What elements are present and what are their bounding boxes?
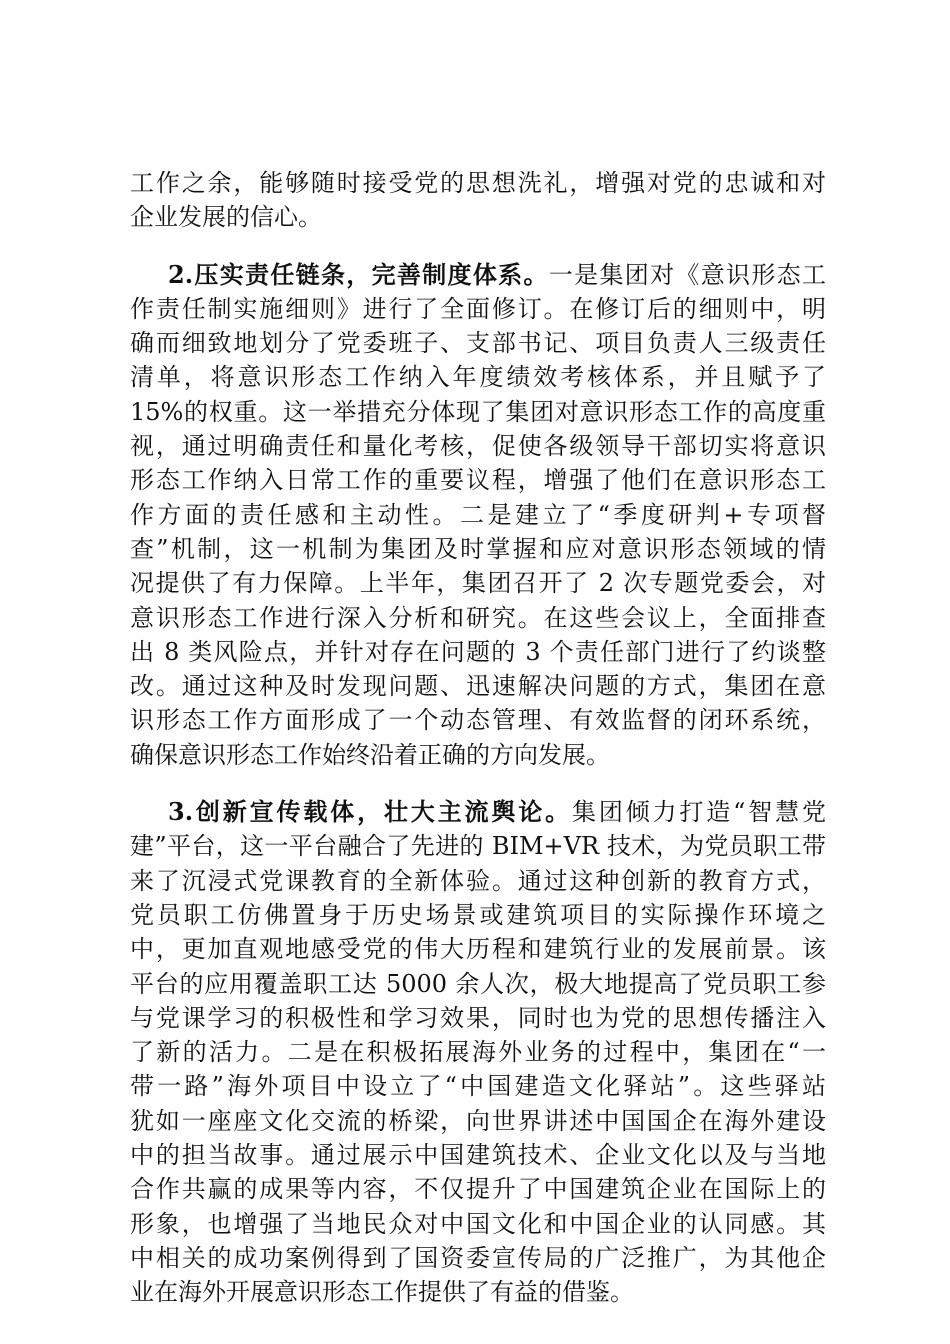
text-line: 况提供了有力保障。上半年，集团召开了 2 次专题党委会，对: [130, 569, 826, 598]
text-line: 清单，将意识形态工作纳入年度绩效考核体系，并且赋予了: [130, 363, 826, 392]
text-run: 集团倾力打造“智慧党: [571, 798, 826, 827]
text-line: 识形态工作方面形成了一个动态管理、有效监督的闭环系统，: [130, 706, 826, 735]
text-line: 作方面的责任感和主动性。二是建立了“季度研判+专项督: [130, 500, 826, 529]
section-heading-3: 3.创新宣传载体，壮大主流舆论。: [168, 797, 572, 827]
text-line: 确而细致地划分了党委班子、支部书记、项目负责人三级责任: [130, 329, 826, 358]
text-line: 作责任制实施细则》进行了全面修订。在修订后的细则中，明: [130, 294, 826, 323]
text-line: 了新的活力。二是在积极拓展海外业务的过程中，集团在“一: [130, 1038, 826, 1067]
text-line: 犹如一座座文化交流的桥梁，向世界讲述中国国企在海外建设: [130, 1106, 826, 1135]
text-line: 中，更加直观地感受党的伟大历程和建筑行业的发展前景。该: [130, 935, 826, 964]
paragraph-1: [130, 166, 826, 235]
text-line: 工作之余，能够随时接受党的思想洗礼，增强对党的忠诚和对: [130, 169, 826, 197]
text-line: 确保意识形态工作始终沿着正确的方向发展。: [130, 740, 610, 769]
text-line: 业在海外开展意识形态工作提供了有益的借鉴。: [130, 1278, 634, 1307]
text-line: 党员职工仿佛置身于历史场景或建筑项目的实际操作环境之: [130, 900, 826, 929]
paragraph-2: [130, 258, 826, 772]
text-line: 改。通过这种及时发现问题、迅速解决问题的方式，集团在意: [130, 672, 826, 701]
text-line: [130, 795, 826, 829]
text-line: 企业发展的信心。: [130, 203, 322, 232]
text-run: 一是集团对《意识形态工: [548, 260, 827, 289]
text-line: 出 8 类风险点，并针对存在问题的 3 个责任部门进行了约谈整: [130, 637, 826, 666]
text-line: [130, 258, 826, 292]
text-line: 形态工作纳入日常工作的重要议程，增强了他们在意识形态工: [130, 466, 826, 495]
document-page: [130, 166, 826, 1310]
text-line: 平台的应用覆盖职工达 5000 余人次，极大地提高了党员职工参: [130, 969, 826, 998]
text-line: 意识形态工作进行深入分析和研究。在这些会议上，全面排查: [130, 603, 826, 632]
text-line: 15%的权重。这一举措充分体现了集团对意识形态工作的高度重: [130, 397, 826, 426]
text-line: 形象，也增强了当地民众对中国文化和中国企业的认同感。其: [130, 1209, 826, 1238]
text-line: 合作共赢的成果等内容，不仅提升了中国建筑企业在国际上的: [130, 1175, 826, 1204]
text-line: 与党课学习的积极性和学习效果，同时也为党的思想传播注入: [130, 1003, 826, 1032]
text-line: 建”平台，这一平台融合了先进的 BIM+VR 技术，为党员职工带: [130, 832, 826, 861]
text-line: 中相关的成功案例得到了国资委宣传局的广泛推广，为其他企: [130, 1243, 826, 1272]
text-line: 查”机制，这一机制为集团及时掌握和应对意识形态领域的情: [130, 534, 826, 563]
text-line: 带一路”海外项目中设立了“中国建造文化驿站”。这些驿站: [130, 1072, 826, 1101]
paragraph-gap: [130, 235, 826, 258]
paragraph-3: [130, 795, 826, 1309]
text-line: 来了沉浸式党课教育的全新体验。通过这种创新的教育方式，: [130, 866, 826, 895]
text-line: 视，通过明确责任和量化考核，促使各级领导干部切实将意识: [130, 432, 826, 461]
paragraph-gap: [130, 772, 826, 795]
section-heading-2: 2.压实责任链条，完善制度体系。: [168, 259, 549, 289]
text-line: 中的担当故事。通过展示中国建筑技术、企业文化以及与当地: [130, 1141, 826, 1170]
